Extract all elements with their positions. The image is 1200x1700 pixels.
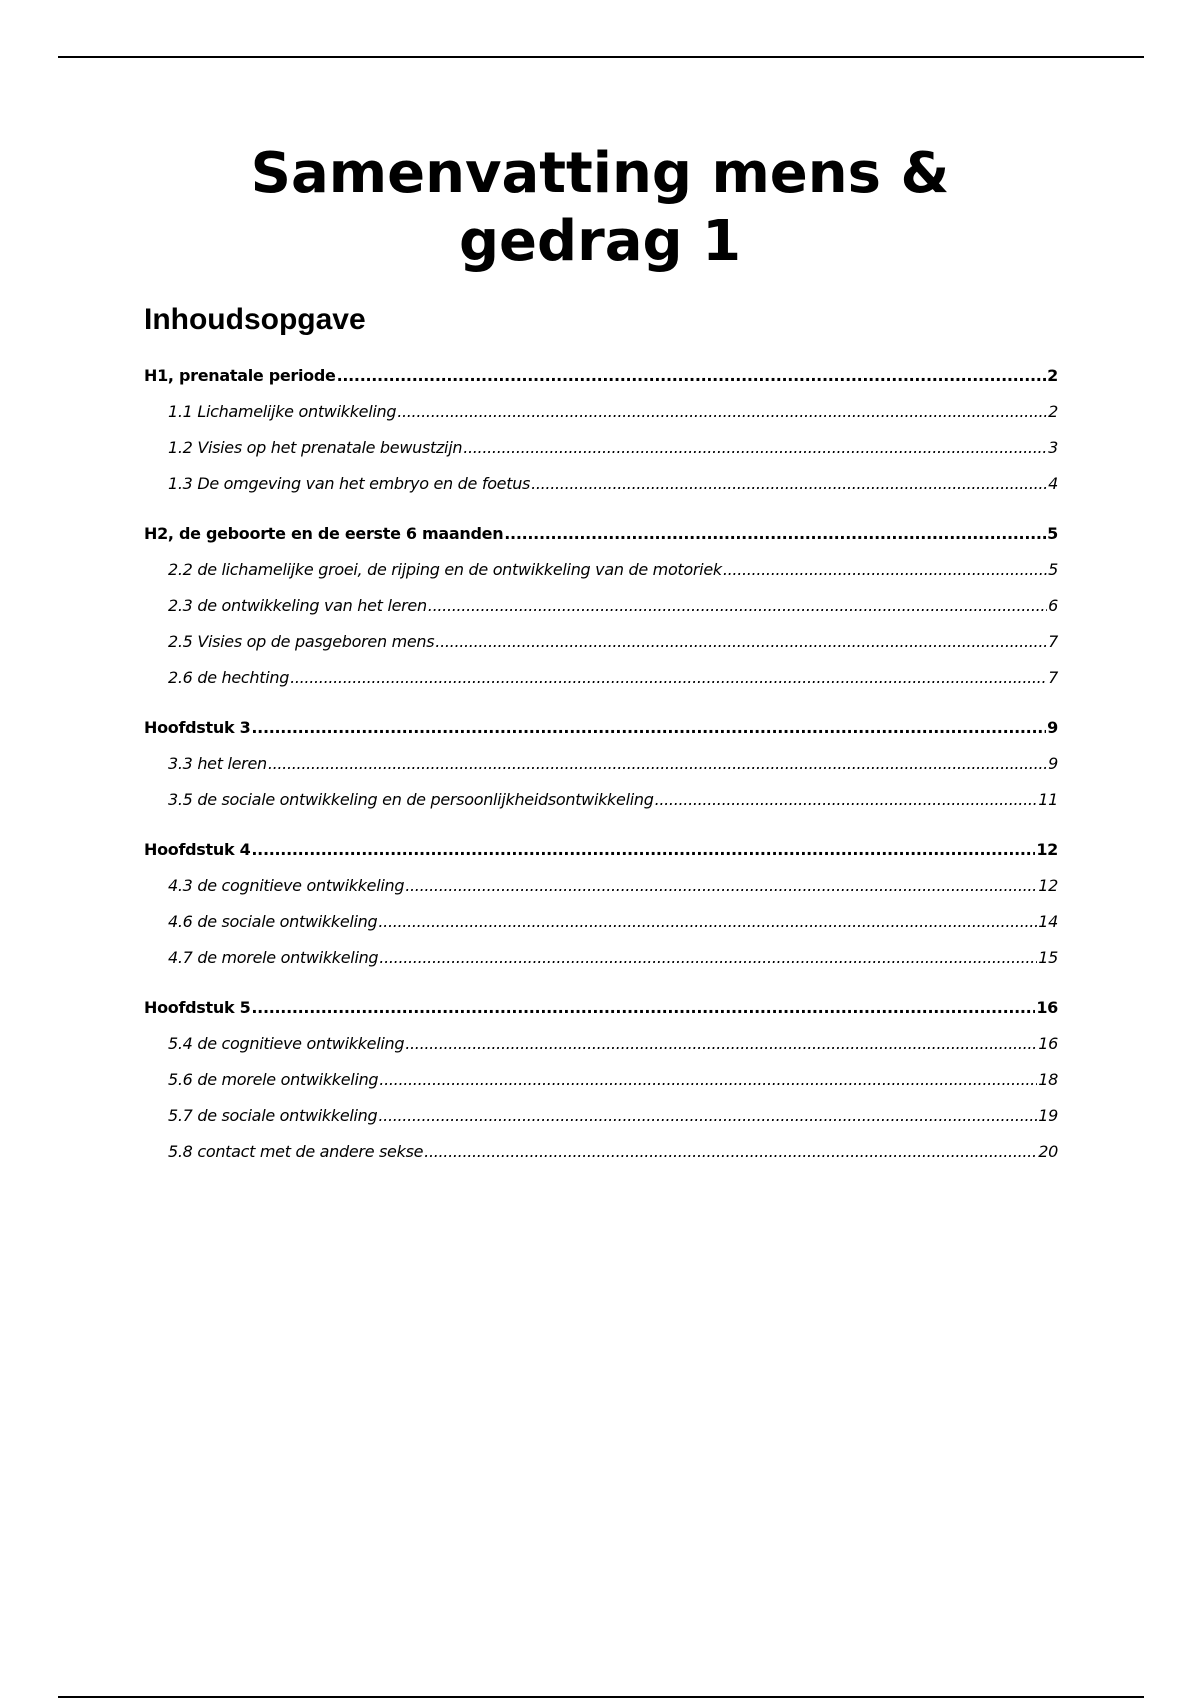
toc-chapter — [144, 516, 1058, 696]
toc-entry-label: 5.7 de sociale ontwikkeling — [168, 1106, 378, 1125]
toc-entry-section[interactable] — [144, 940, 1058, 976]
toc-entry-page: 15 — [1038, 948, 1058, 967]
toc-leader-dots — [268, 746, 1047, 782]
toc-entry-section[interactable] — [144, 1062, 1058, 1098]
toc-entry-label: 2.3 de ontwikkeling van het leren — [168, 596, 427, 615]
toc-entry-section[interactable] — [144, 1026, 1058, 1062]
toc-entry-label: Hoofdstuk 3 — [144, 718, 251, 737]
toc-entry-page: 9 — [1048, 754, 1058, 773]
toc-leader-dots — [531, 466, 1047, 502]
toc-entry-section[interactable] — [144, 588, 1058, 624]
toc-leader-dots — [251, 990, 1035, 1026]
toc-leader-dots — [379, 940, 1037, 976]
toc-leader-dots — [251, 710, 1046, 746]
toc-leader-dots — [397, 394, 1047, 430]
toc-entry-label: 2.6 de hechting — [168, 668, 290, 687]
toc-entry-label: 3.5 de sociale ontwikkeling en de persoonlijkheidsontwikkeling — [168, 790, 654, 809]
toc-leader-dots — [463, 430, 1047, 466]
toc-entry-page: 19 — [1038, 1106, 1058, 1125]
toc-entry-section[interactable] — [144, 624, 1058, 660]
toc-entry-chapter[interactable] — [144, 358, 1058, 394]
toc-entry-page: 3 — [1048, 438, 1058, 457]
header-rule — [58, 56, 1144, 58]
toc-entry-section[interactable] — [144, 746, 1058, 782]
toc-entry-page: 16 — [1038, 1034, 1058, 1053]
toc-entry-page: 11 — [1038, 790, 1058, 809]
toc-leader-dots — [405, 1026, 1037, 1062]
toc-entry-chapter[interactable] — [144, 832, 1058, 868]
toc-entry-page: 14 — [1038, 912, 1058, 931]
toc-entry-label: H2, de geboorte en de eerste 6 maanden — [144, 524, 504, 543]
toc-entry-page: 16 — [1036, 998, 1058, 1017]
toc-entry-chapter[interactable] — [144, 710, 1058, 746]
toc-leader-dots — [251, 832, 1035, 868]
document-title — [0, 140, 1200, 276]
toc-chapter — [144, 358, 1058, 502]
toc-entry-section[interactable] — [144, 1098, 1058, 1134]
toc-entry-label: 1.3 De omgeving van het embryo en de foetus — [168, 474, 531, 493]
toc-entry-section[interactable] — [144, 430, 1058, 466]
toc-entry-label: Hoofdstuk 4 — [144, 840, 251, 859]
toc-entry-chapter[interactable] — [144, 990, 1058, 1026]
toc-entry-section[interactable] — [144, 868, 1058, 904]
toc-entry-label: 3.3 het leren — [168, 754, 267, 773]
table-of-contents — [144, 358, 1058, 1184]
toc-entry-label: 5.8 contact met de andere sekse — [168, 1142, 424, 1161]
toc-entry-section[interactable] — [144, 782, 1058, 818]
toc-entry-label: 1.1 Lichamelijke ontwikkeling — [168, 402, 397, 421]
toc-entry-label: 2.5 Visies op de pasgeboren mens — [168, 632, 435, 651]
toc-entry-label: 4.6 de sociale ontwikkeling — [168, 912, 378, 931]
toc-entry-page: 12 — [1036, 840, 1058, 859]
toc-entry-page: 2 — [1048, 402, 1058, 421]
toc-leader-dots — [290, 660, 1047, 696]
toc-entry-page: 7 — [1048, 632, 1058, 651]
toc-entry-page: 5 — [1047, 524, 1058, 543]
toc-entry-page: 4 — [1048, 474, 1058, 493]
toc-entry-label: 5.4 de cognitieve ontwikkeling — [168, 1034, 405, 1053]
toc-entry-page: 20 — [1038, 1142, 1058, 1161]
toc-chapter — [144, 832, 1058, 976]
toc-entry-section[interactable] — [144, 904, 1058, 940]
toc-leader-dots — [428, 588, 1047, 624]
toc-entry-page: 9 — [1047, 718, 1058, 737]
toc-entry-section[interactable] — [144, 1134, 1058, 1170]
toc-leader-dots — [424, 1134, 1037, 1170]
toc-entry-label: 1.2 Visies op het prenatale bewustzijn — [168, 438, 463, 457]
toc-entry-label: 4.3 de cognitieve ontwikkeling — [168, 876, 405, 895]
toc-leader-dots — [504, 516, 1046, 552]
toc-leader-dots — [379, 1062, 1037, 1098]
toc-entry-section[interactable] — [144, 660, 1058, 696]
title-line-2: gedrag 1 — [458, 209, 742, 274]
toc-entry-section[interactable] — [144, 466, 1058, 502]
toc-entry-label: 5.6 de morele ontwikkeling — [168, 1070, 379, 1089]
toc-leader-dots — [723, 552, 1047, 588]
toc-entry-label: H1, prenatale periode — [144, 366, 336, 385]
toc-entry-chapter[interactable] — [144, 516, 1058, 552]
toc-entry-page: 2 — [1047, 366, 1058, 385]
toc-entry-page: 6 — [1048, 596, 1058, 615]
toc-chapter — [144, 990, 1058, 1170]
toc-entry-section[interactable] — [144, 552, 1058, 588]
toc-leader-dots — [655, 782, 1038, 818]
footer-rule — [58, 1696, 1144, 1698]
toc-entry-section[interactable] — [144, 394, 1058, 430]
toc-leader-dots — [337, 358, 1047, 394]
toc-leader-dots — [405, 868, 1037, 904]
toc-entry-page: 5 — [1048, 560, 1058, 579]
toc-heading: Inhoudsopgave — [144, 303, 366, 336]
title-line-1: Samenvatting mens & — [250, 141, 950, 206]
toc-entry-label: 2.2 de lichamelijke groei, de rijping en de ontwikkeling van de motoriek — [168, 560, 722, 579]
toc-leader-dots — [435, 624, 1047, 660]
toc-entry-page: 7 — [1048, 668, 1058, 687]
toc-entry-label: Hoofdstuk 5 — [144, 998, 251, 1017]
toc-entry-page: 12 — [1038, 876, 1058, 895]
toc-entry-page: 18 — [1038, 1070, 1058, 1089]
toc-leader-dots — [378, 1098, 1037, 1134]
toc-leader-dots — [378, 904, 1037, 940]
toc-entry-label: 4.7 de morele ontwikkeling — [168, 948, 379, 967]
toc-chapter — [144, 710, 1058, 818]
